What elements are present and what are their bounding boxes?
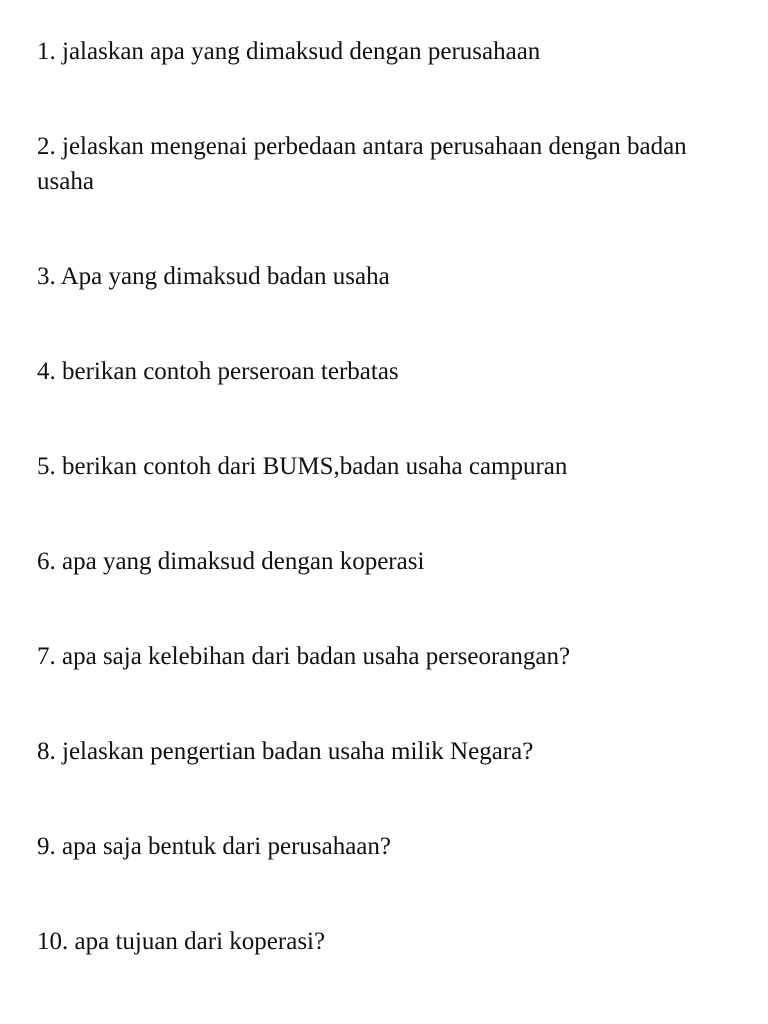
- question-3: 3. Apa yang dimaksud badan usaha: [37, 263, 390, 290]
- question-6: 6. apa yang dimaksud dengan koperasi: [37, 548, 425, 575]
- question-10: 10. apa tujuan dari koperasi?: [37, 928, 326, 955]
- question-4: 4. berikan contoh perseroan terbatas: [37, 358, 399, 385]
- question-9: 9. apa saja bentuk dari perusahaan?: [37, 833, 392, 860]
- question-8: 8. jelaskan pengertian badan usaha milik Negara?: [37, 738, 534, 765]
- question-7: 7. apa saja kelebihan dari badan usaha perseorangan?: [37, 643, 571, 670]
- question-1: 1. jalaskan apa yang dimaksud dengan perusahaan: [37, 38, 541, 65]
- question-2: 2. jelaskan mengenai perbedaan antara perusahaan dengan badan usaha: [37, 133, 687, 195]
- question-5: 5. berikan contoh dari BUMS,badan usaha campuran: [37, 453, 568, 480]
